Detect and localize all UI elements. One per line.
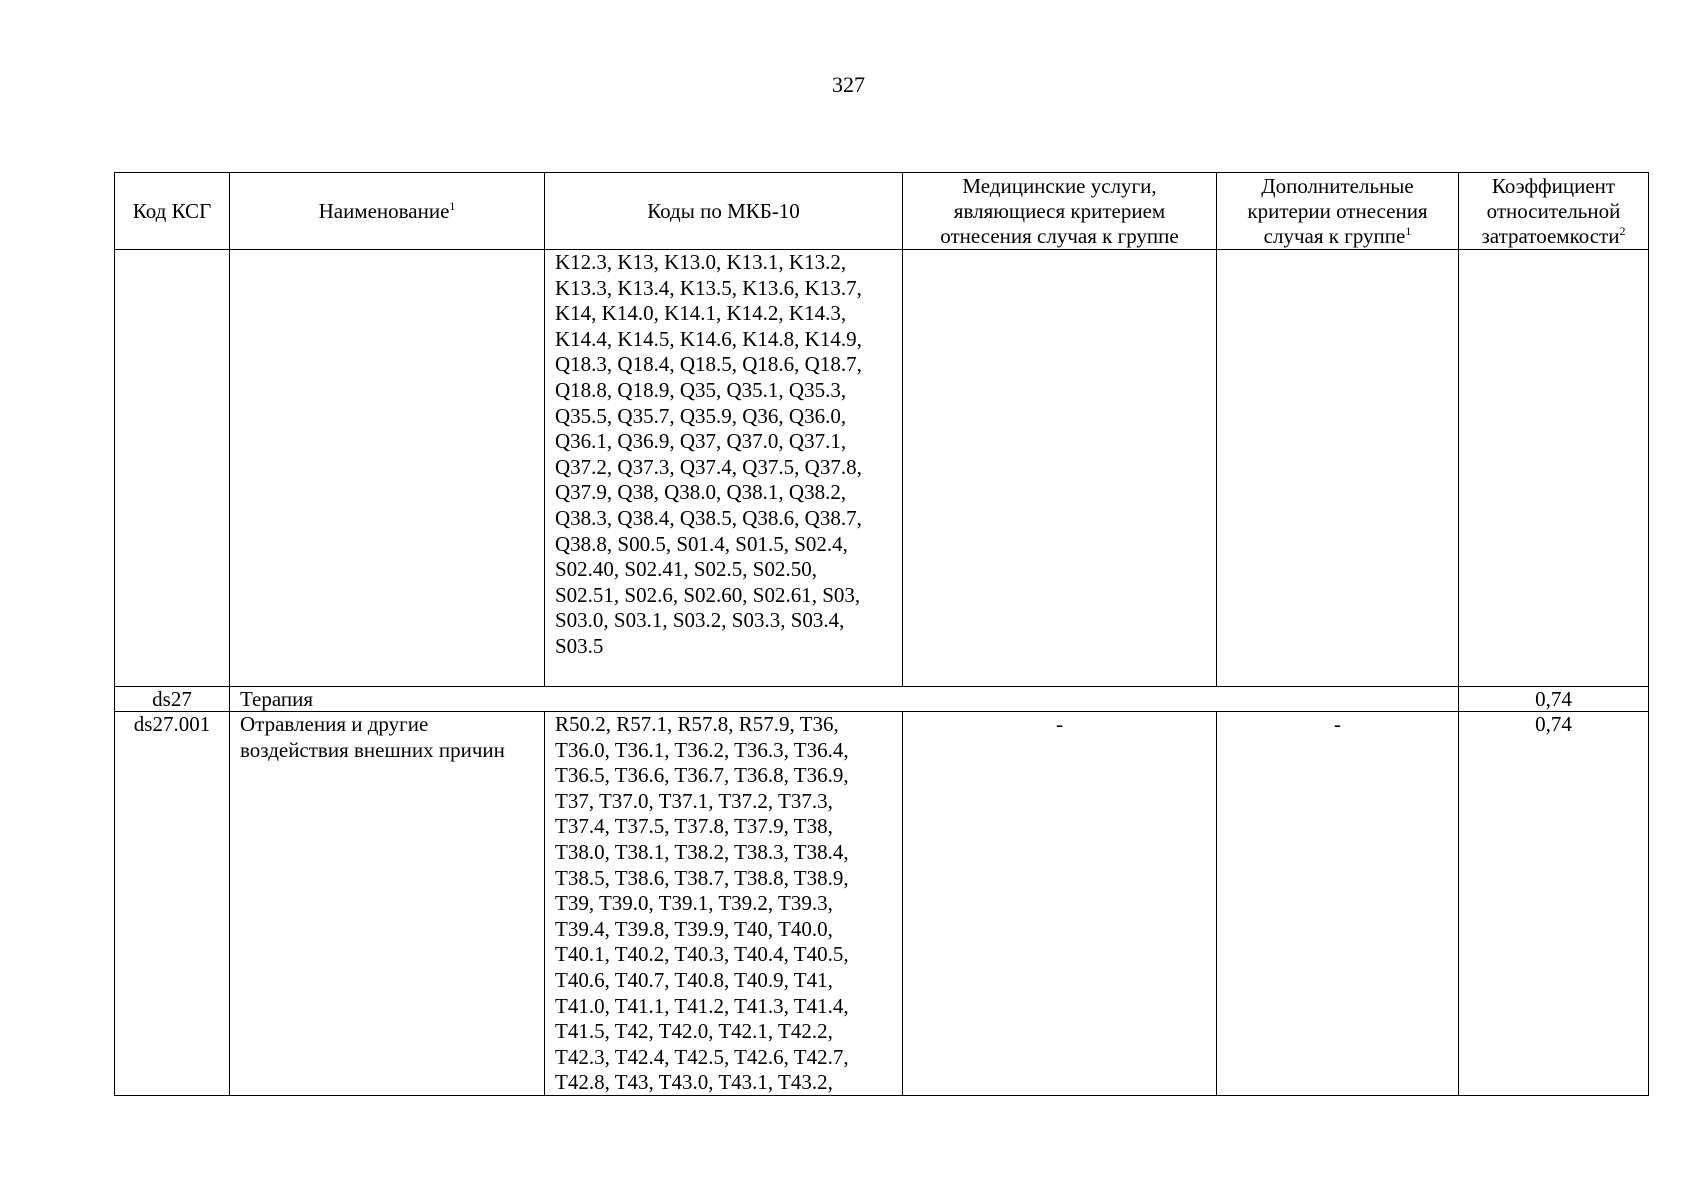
header-coef: Коэффициент относительной затратоемкости$^2$ [1459, 173, 1649, 250]
cell-mkb: R50.2, R57.1, R57.8, R57.9, T36, T36.0, T36.1, T36.2, T36.3, T36.4, T36.5, T36.6, T36.7, T36.8, T36.9, T37, T37.0, T37.1, T37.2, T37.3, T37.4, T37.5, T37.8, T37.9, T38, T38.0, T38.1, T38.2, T38.3, T38.4, T38.5, T38.6, T38.7, T38.8, T38.9, T39, T39.0, T39.1, T39.2, T39.3, T39.4, T39.8, T39.9, T40, T40.0, T40.1, T40.2, T40.3, T40.4, T40.5, T40.6, T40.7, T40.8, T40.9, T41, T41.0, T41.1, T41.2, T41.3, T41.4, T41.5, T42, T42.0, T42.1, T42.2, T42.3, T42.4, T42.5, T42.6, T42.7, T42.8, T43, T43.0, T43.1, T43.2, [555, 712, 849, 1095]
header-code: Код КСГ [115, 173, 230, 250]
cell-additional [1217, 250, 1459, 687]
table-row [115, 712, 1649, 1096]
header-services: Медицинские услуги, являющиеся критерием отнесения случая к группе [903, 173, 1217, 250]
header-mkb: Коды по МКБ-10 [545, 173, 903, 250]
cell-additional: - [1217, 712, 1459, 1096]
cell-mkb: K12.3, K13, K13.0, K13.1, K13.2, K13.3, K13.4, K13.5, K13.6, K13.7, K14, K14.0, K14.1, K14.2, K14.3, K14.4, K14.5, K14.6, K14.8, K14.9, Q18.3, Q18.4, Q18.5, Q18.6, Q18.7, Q18.8, Q18.9, Q35, Q35.1, Q35.3, Q35.5, Q35.7, Q35.9, Q36, Q36.0, Q36.1, Q36.9, Q37, Q37.0, Q37.1, Q37.2, Q37.3, Q37.4, Q37.5, Q37.8, Q37.9, Q38, Q38.0, Q38.1, Q38.2, Q38.3, Q38.4, Q38.5, Q38.6, Q38.7, Q38.8, S00.5, S01.4, S01.5, S02.4, S02.40, S02.41, S02.5, S02.50, S02.51, S02.6, S02.60, S02.61, S03, S03.0, S03.1, S03.2, S03.3, S03.4, S03.5 [545, 250, 903, 687]
footnote-ref: 1 [1405, 223, 1412, 238]
cell-mkb-wrap [545, 712, 903, 1096]
cell-code: ds27.001 [115, 712, 230, 1096]
table-row-group [115, 687, 1649, 712]
ksg-table [114, 172, 1649, 1096]
cell-coef: 0,74 [1459, 687, 1649, 712]
cell-name: Отравления и другие воздействия внешних причин [230, 712, 545, 1096]
cell-code: ds27 [115, 687, 230, 712]
cell-name: Терапия [230, 687, 1459, 712]
cell-services: - [903, 712, 1217, 1096]
table-header-row [115, 173, 1649, 250]
page-number: 327 [832, 72, 865, 97]
footnote-ref: 2 [1619, 223, 1626, 238]
cell-coef: 0,74 [1459, 712, 1649, 1096]
cell-code [115, 250, 230, 687]
header-name: Наименование$^1$ [230, 173, 545, 250]
header-additional: Дополнительные критерии отнесения случая к группе$^1$ [1217, 173, 1459, 250]
cell-services [903, 250, 1217, 687]
cell-coef [1459, 250, 1649, 687]
table-row [115, 250, 1649, 687]
cell-name [230, 250, 545, 687]
footnote-ref: 1 [449, 198, 456, 213]
